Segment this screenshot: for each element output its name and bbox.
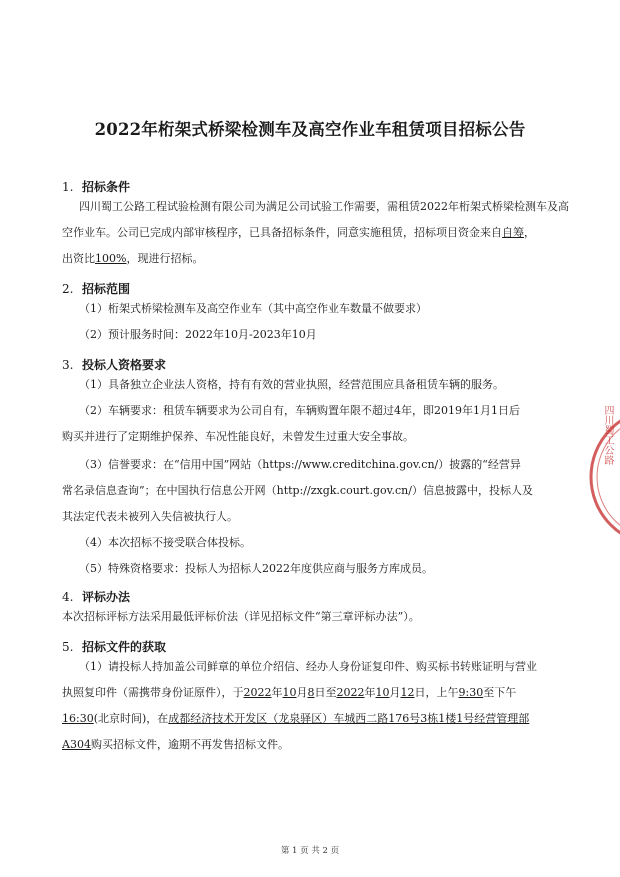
section-1-line-2: 空作业车。公司已完成内部审核程序，已具备招标条件，同意实施租赁，招标项目资金来自自筹， <box>62 226 535 239</box>
section-1-line-3: 出资比100%，现进行招标。 <box>62 252 204 265</box>
section-5-line-1: （1）请投标人持加盖公司鲜章的单位介绍信、经办人身份证复印件、购买标书转账证明与营业 <box>79 660 537 673</box>
section-5-line-3: 16:30(北京时间)，在成都经济技术开发区（龙泉驿区）车城西二路176号3栋1楼1号经营管理部 <box>62 712 530 725</box>
section-3-line-1: （1）具备独立企业法人资格，持有有效的营业执照，经营范围应具备租赁车辆的服务。 <box>79 378 504 391</box>
section-2-line-1: （1）桁架式桥梁检测车及高空作业车（其中高空作业车数量不做要求） <box>79 302 427 315</box>
section-2-heading: 2. 招标范围 <box>62 282 131 296</box>
section-1-line-1: 四川蜀工公路工程试验检测有限公司为满足公司试验工作需要，需租赁2022年桁架式桥梁检测车及高 <box>79 200 569 213</box>
section-3-heading: 3. 投标人资格要求 <box>62 358 167 372</box>
section-2-line-2: （2）预计服务时间：2022年10月-2023年10月 <box>79 328 317 341</box>
section-3-line-6: 其法定代表未被列入失信被执行人。 <box>62 510 238 523</box>
seal-text: 四川蜀工公路 <box>602 405 613 465</box>
section-3-line-2: （2）车辆要求：租赁车辆要求为公司自有，车辆购置年限不超过4年，即2019年1月1日后 <box>79 404 520 417</box>
section-5-heading: 5. 招标文件的获取 <box>62 640 167 654</box>
section-3-line-8: （5）特殊资格要求：投标人为招标人2022年度供应商与服务方库成员。 <box>79 562 433 575</box>
document-title: 2022年桁架式桥梁检测车及高空作业车租赁项目招标公告 <box>94 120 526 139</box>
section-3-line-3: 购买并进行了定期维护保养、车况性能良好，未曾发生过重大安全事故。 <box>62 430 414 443</box>
fund-ratio: 100% <box>95 252 127 265</box>
section-3-line-7: （4）本次招标不接受联合体投标。 <box>79 536 251 549</box>
section-5-line-2: 执照复印件（需携带身份证原件），于2022年10月8日至2022年10月12日，上午9:30至下午 <box>62 686 517 699</box>
section-3-line-4: （3）信誉要求：在“信用中国”网站（https://www.creditchina.gov.cn/）披露的“经营异 <box>79 458 521 471</box>
section-3-line-5: 常名录信息查询”；在中国执行信息公开网（http://zxgk.court.gov.cn/）信息披露中，投标人及 <box>62 484 533 497</box>
page-footer: 第 1 页 共 2 页 <box>280 846 340 856</box>
section-5-line-4: A304购买招标文件，逾期不再发售招标文件。 <box>62 738 289 751</box>
section-4-line-1: 本次招标评标方法采用最低评标价法（详见招标文件“第三章评标办法”）。 <box>62 610 420 623</box>
fund-source: 自筹 <box>502 226 524 239</box>
section-1-heading: 1. 招标条件 <box>62 180 131 194</box>
section-4-heading: 4. 评标办法 <box>62 590 131 604</box>
